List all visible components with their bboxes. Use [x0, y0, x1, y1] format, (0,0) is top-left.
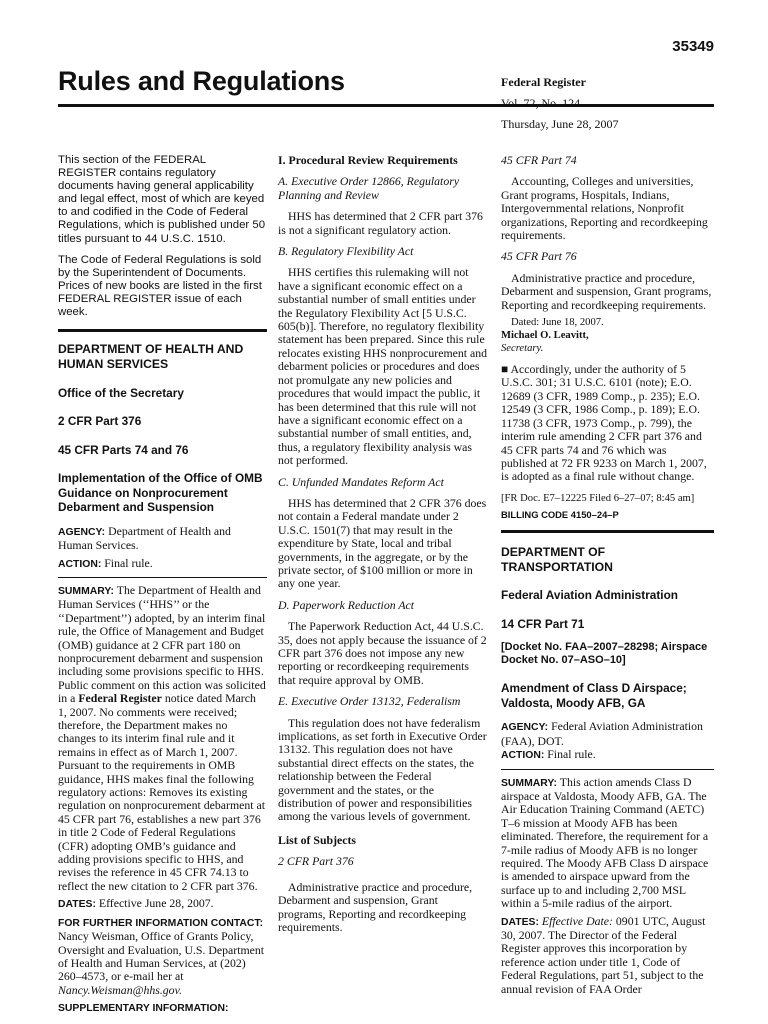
dot-agency-value: Federal Aviation Administration (FAA), DOT. — [501, 719, 703, 748]
intro-paragraph-1: This section of the FEDERAL REGISTER contains regulatory documents having general applicability and legal effect, most of which are keyed to and codified in the Code of Federal Regulations, which is published under 50 titles pursuant to 44 U.S.C. 1510. — [58, 154, 266, 245]
dates-line — [58, 897, 267, 911]
dot-dates-italic: Effective Date: — [541, 913, 613, 928]
column-3 — [501, 154, 714, 996]
subsection-c-text: HHS has determined that 2 CFR 376 does not contain a Federal mandate under 2 U.S.C. 1501(7) that may result in the expenditure by State, local and tribal governments, in the aggregate, or by the private sector, of $100 million or more in any one year. — [278, 495, 487, 591]
supplementary-label: SUPPLEMENTARY INFORMATION: — [58, 1003, 229, 1015]
contact-label: FOR FURTHER INFORMATION CONTACT: — [58, 917, 264, 929]
cfr-76-subject-heading: 45 CFR Part 76 — [501, 249, 577, 264]
office-heading: Office of the Secretary — [58, 385, 184, 400]
agency-label: AGENCY: — [58, 526, 106, 538]
cfr-heading-45-74-76: 45 CFR Parts 74 and 76 — [58, 442, 189, 457]
summary-label: SUMMARY: — [58, 585, 114, 597]
column-2 — [278, 154, 488, 934]
dot-summary-text: This action amends Class D airspace at Valdosta, Moody AFB, GA. The Air Education Training Command (AETC) T–6 mission at Moody AFB has been eliminated. Therefore, the requirement for a 7-mile radius of Moody AFB is no longer required. The Moody AFB Class D airspace is amended to airspace upward from the surface up to and including 2,700 MSL within a 5-mile radius of the airport. — [501, 774, 709, 911]
contact-paragraph — [58, 916, 267, 997]
subsection-a-text: HHS has determined that 2 CFR part 376 is not a significant regulatory action. — [278, 209, 483, 237]
list-of-subjects-heading: List of Subjects — [278, 832, 356, 847]
subsection-c-heading: C. Unfunded Mandates Reform Act — [278, 474, 444, 489]
register-date: Thursday, June 28, 2007 — [501, 117, 619, 131]
rule-title: Implementation of the Office of OMB Guidance on Nonprocurement Debarment and Suspension — [58, 471, 263, 515]
dot-summary-paragraph — [501, 776, 714, 911]
subsection-d-text: The Paperwork Reduction Act, 44 U.S.C. 35, does not apply because the issuance of 2 CFR part 376 does not impose any new reporting or recordkeeping requirements that require approval by OMB. — [278, 619, 487, 687]
subsection-d-heading: D. Paperwork Reduction Act — [278, 597, 415, 612]
docket-heading: [Docket No. FAA–2007–28298; Airspace Docket No. 07–ASO–10] — [501, 641, 708, 667]
summary-text-a: The Department of Health and Human Services (‘‘HHS’’ or the ‘‘Department’’) adopted, by an interim final rule, the Office of Management and Budget (OMB) guidance at 2 CFR part 180 on nonprocurement debarment and suspension including some provisions specific to HHS. Public comment on this action was solicited in a — [58, 582, 266, 706]
summary-divider — [58, 577, 267, 578]
dates-label: DATES: — [58, 899, 96, 911]
faa-heading: Federal Aviation Administration — [501, 588, 678, 603]
contact-text: Nancy Weisman, Office of Grants Policy, Oversight and Evaluation, U.S. Department of Health and Human Services, at (202) 260–4573, or e-mail her at — [58, 929, 265, 984]
cfr-74-subject-text: Accounting, Colleges and universities, Grant programs, Hospitals, Indians, Intergovernmental relations, Nonprofit organizations, Reporting and recordkeeping requirements. — [501, 174, 708, 243]
intro-paragraph-2: The Code of Federal Regulations is sold by the Superintendent of Documents. Prices of new books are listed in the first FEDERAL REGISTER issue of each week. — [58, 253, 262, 319]
agency-value: Department of Health and Human Services. — [58, 523, 231, 553]
bullet-icon: ■ — [501, 362, 509, 377]
dot-action-value: Final rule. — [547, 747, 596, 762]
summary-paragraph — [58, 584, 267, 893]
dot-dates-label: DATES: — [501, 916, 539, 928]
action-line — [58, 557, 267, 571]
dot-dates-text: 0901 UTC, August 30, 2007. The Director of the Federal Register approves this incorporation by reference action under title 1, Code of Federal Regulations, part 51, subject to the annual revision of FAA Order — [501, 913, 706, 996]
section-divider — [58, 329, 267, 332]
accordingly-paragraph — [501, 363, 714, 484]
amendment-title: Amendment of Class D Airspace; Valdosta, Moody AFB, GA — [501, 681, 687, 710]
cfr-376-subject-text: Administrative practice and procedure, Debarment and suspension, Grant programs, Reporting and recordkeeping requirements. — [278, 879, 473, 934]
register-volume: Vol. 72, No. 124 — [501, 96, 581, 110]
action-label: ACTION: — [58, 558, 102, 570]
signer-name: Michael O. Leavitt, — [501, 330, 589, 342]
page-number: 35349 — [672, 38, 714, 55]
subsection-a-heading: A. Executive Order 12866, Regulatory Planning and Review — [278, 174, 460, 202]
summary-bold-text: Federal Register — [78, 691, 162, 706]
accordingly-text: Accordingly, under the authority of 5 U.S.C. 301; 31 U.S.C. 6101 (note); E.O. 12689 (3 CFR, 1989 Comp., p. 235); E.O. 12549 (3 CFR, 1986 Comp., p. 189); E.O. 11738 (3 CFR, 1973 Comp., p. 799), the interim rule amending 2 CFR part 376 and 45 CFR parts 74 and 76 which was published at 72 FR 9233 on March 1, 2007, is adopted as a final rule without change. — [501, 362, 707, 484]
cfr-74-subject-heading: 45 CFR Part 74 — [501, 153, 577, 167]
column-1 — [58, 154, 267, 1016]
agency-line — [58, 525, 267, 553]
dot-dates-paragraph — [501, 915, 714, 996]
dot-summary-label: SUMMARY: — [501, 777, 557, 789]
dot-agency-label: AGENCY: — [501, 722, 549, 734]
dot-department-heading: DEPARTMENT OF TRANSPORTATION — [501, 544, 613, 574]
subsection-e-text: This regulation does not have federalism implications, as set forth in Executive Order 13132. This regulation does not have substantial direct effects on the states, the relationship between the Federal government and the states, or the distribution of power and responsibilities among the various levels of government. — [278, 715, 487, 824]
dot-agency-line — [501, 720, 714, 748]
signer-title: Secretary. — [501, 343, 544, 355]
action-value: Final rule. — [104, 555, 153, 570]
summary-text-b: notice dated March 1, 2007. No comments were received; therefore, the Department makes no changes to its interim final rule and it remains in effect as of March 1, 2007. Pursuant to the requirements in OMB guidance, HHS makes final the following regulatory actions: Removes its existing regulation on nonprocurement debarment at 45 CFR part 76, establishes a new part 376 in title 2 Code of Federal Regulations (CFR) adopting OMB’s guidance and adding provisions specific to HHS, and revises the reference in 45 CFR 74.13 to reflect the new citation to 2 CFR part 376. — [58, 691, 266, 893]
fr-doc-line: [FR Doc. E7–12225 Filed 6–27–07; 8:45 am] — [501, 492, 695, 504]
cfr-heading-2-376: 2 CFR Part 376 — [58, 414, 142, 429]
section-divider-dot — [501, 530, 714, 533]
supplementary-line — [58, 1001, 267, 1015]
cfr-376-subject-heading: 2 CFR Part 376 — [278, 854, 354, 869]
dot-summary-divider — [501, 769, 714, 770]
register-name: Federal Register — [501, 75, 586, 89]
dated-line: Dated: June 18, 2007. — [511, 317, 604, 329]
cfr-71-heading: 14 CFR Part 71 — [501, 616, 585, 631]
subsection-e-heading: E. Executive Order 13132, Federalism — [278, 694, 461, 709]
register-meta — [501, 72, 619, 135]
subsection-b-heading: B. Regulatory Flexibility Act — [278, 244, 414, 259]
contact-email: Nancy.Weisman@hhs.gov. — [58, 982, 182, 997]
department-heading: DEPARTMENT OF HEALTH AND HUMAN SERVICES — [58, 342, 244, 371]
dates-value: Effective June 28, 2007. — [98, 896, 214, 911]
billing-code: BILLING CODE 4150–24–P — [501, 508, 619, 520]
subsection-b-text: HHS certifies this rulemaking will not have a significant economic effect on a substantial number of small entities under the Regulatory Flexibility Act [5 U.S.C. 605(b)]. Therefore, no regulatory flexibility statement has been prepared. Since this rule relocates existing HHS nonprocurement and debarment policies or procedures and does not promulgate any new policies and procedures that would impact the public, it has been determined that this rule will not have a significant economic effect on a substantial number of small entities, and, thus, a regulatory flexibility analysis was not performed. — [278, 265, 488, 468]
dot-action-label: ACTION: — [501, 750, 545, 762]
cfr-76-subject-text: Administrative practice and procedure, Debarment and suspension, Grant programs, Reporting and recordkeeping requirements. — [501, 270, 712, 312]
dot-action-line — [501, 748, 714, 762]
procedural-heading: I. Procedural Review Requirements — [278, 153, 458, 167]
page-title: Rules and Regulations — [58, 66, 345, 96]
